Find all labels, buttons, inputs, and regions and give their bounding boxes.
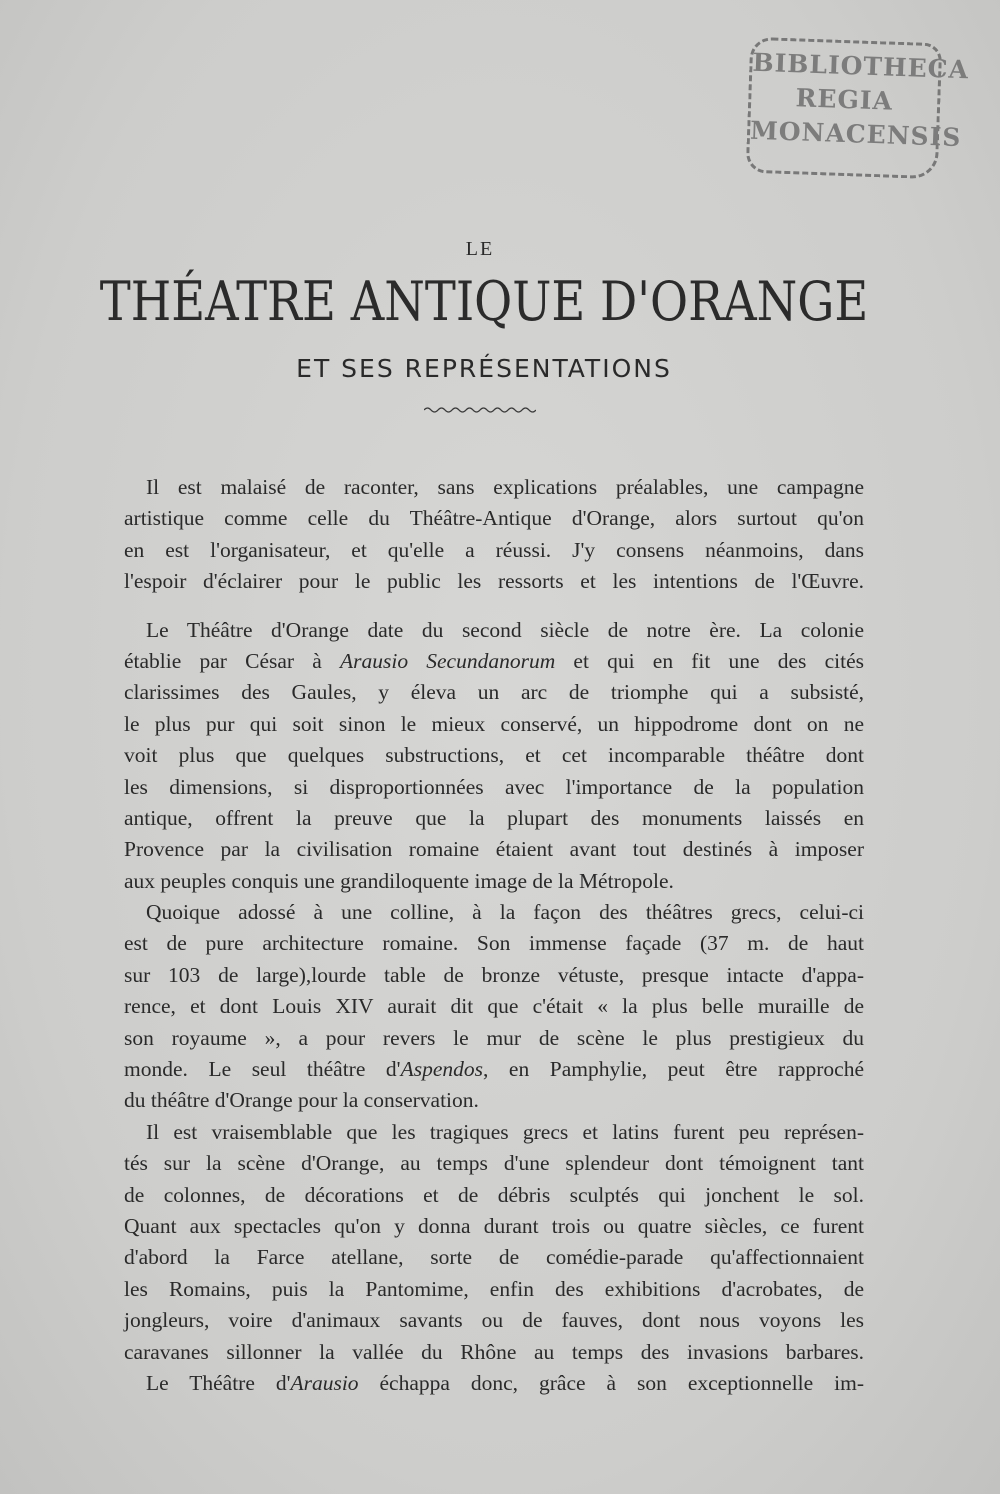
paragraph-1 — [124, 472, 864, 598]
text-line: Quant aux spectacles qu'on y donna durant trois ou quatre siècles, ce furent — [124, 1213, 864, 1238]
decorative-wavy-rule — [424, 404, 536, 416]
page-title: THÉATRE ANTIQUE D'ORANGE — [99, 270, 869, 333]
stamp-line-2: REGIA — [795, 83, 894, 116]
text-line: aux peuples conquis une grandiloquente image de la Métropole. — [124, 868, 674, 893]
text-segment: , en Pamphylie, peut être rapproché — [482, 1057, 864, 1082]
heading-article: LE — [465, 238, 495, 260]
stamp-line-3: MONACENSIS — [749, 115, 962, 153]
text-line: Il est vraisemblable que les tragiques grecs et latins furent peu représen- — [146, 1119, 864, 1144]
text-line — [124, 1368, 864, 1399]
text-line: le plus pur qui soit sinon le mieux conservé, un hippodrome dont on ne — [124, 711, 864, 736]
text-line: Le Théâtre d'Orange date du second siècle de notre ère. La colonie — [146, 617, 864, 642]
text-line: d'abord la Farce atellane, sorte de comédie-parade qu'affectionnaient — [124, 1245, 864, 1270]
text-line: rence, et dont Louis XIV aurait dit que c'était « la plus belle muraille de — [124, 994, 864, 1019]
text-line: est de pure architecture romaine. Son immense façade (37 m. de haut — [124, 931, 864, 956]
text-line: de colonnes, de décorations et de débris sculptés qui jonchent le sol. — [124, 1182, 864, 1207]
paragraph-4 — [124, 1117, 864, 1368]
text-segment: et qui en fit une des cités — [555, 648, 865, 673]
text-line: l'espoir d'éclairer pour le public les ressorts et les intentions de l'Œuvre. — [124, 569, 864, 594]
paragraph-3 — [124, 897, 864, 1117]
text-line: clarissimes des Gaules, y éleva un arc de triomphe qui a subsisté, — [124, 680, 864, 705]
italic-place-name: Aspendos — [400, 1057, 483, 1082]
text-line: antique, offrent la preuve que la plupart des monuments laissés en — [124, 805, 864, 830]
text-line: son royaume », a pour revers le mur de scène le plus prestigieux du — [124, 1025, 864, 1050]
text-line: tés sur la scène d'Orange, au temps d'une splendeur dont témoignent tant — [124, 1151, 864, 1176]
text-line — [124, 1054, 864, 1085]
paragraph-5 — [124, 1368, 864, 1399]
text-line: Provence par la civilisation romaine étaient avant tout destinés à imposer — [124, 837, 864, 862]
text-segment: échappa donc, grâce à son exceptionnelle im- — [358, 1370, 864, 1395]
stamp-line-1: BIBLIOTHECA — [752, 47, 970, 85]
text-line: caravanes sillonner la vallée du Rhône au temps des invasions barbares. — [124, 1339, 864, 1364]
text-line: du théâtre d'Orange pour la conservation. — [124, 1088, 479, 1113]
text-line: les Romains, puis la Pantomime, enfin des exhibitions d'acrobates, de — [124, 1276, 864, 1301]
italic-place-name: Arausio — [290, 1370, 359, 1395]
paragraph-2 — [124, 615, 864, 898]
text-line: voit plus que quelques substructions, et cet incomparable théâtre dont — [124, 743, 864, 768]
text-line: Quoique adossé à une colline, à la façon des théâtres grecs, celui-ci — [146, 900, 864, 925]
body-text — [124, 472, 864, 1399]
text-line: les dimensions, si disproportionnées avec l'importance de la population — [124, 774, 864, 799]
text-line: en est l'organisateur, et qu'elle a réussi. J'y consens néanmoins, dans — [124, 537, 864, 562]
text-segment: Le Théâtre d' — [146, 1370, 291, 1395]
text-line: artistique comme celle du Théâtre-Antique d'Orange, alors surtout qu'on — [124, 506, 864, 531]
text-line: Il est malaisé de raconter, sans explications préalables, une campagne — [146, 475, 864, 499]
page-subtitle: ET SES REPRÉSENTATIONS — [296, 354, 672, 383]
text-segment: établie par César à — [124, 648, 340, 673]
italic-place-name: Arausio Secundanorum — [339, 648, 556, 673]
text-line: sur 103 de large),lourde table de bronze vétuste, presque intacte d'appa- — [124, 962, 864, 987]
library-stamp — [746, 37, 970, 180]
text-segment: monde. Le seul théâtre d' — [124, 1057, 401, 1082]
text-line: jongleurs, voire d'animaux savants ou de fauves, dont nous voyons les — [124, 1308, 864, 1333]
text-line — [124, 646, 864, 677]
